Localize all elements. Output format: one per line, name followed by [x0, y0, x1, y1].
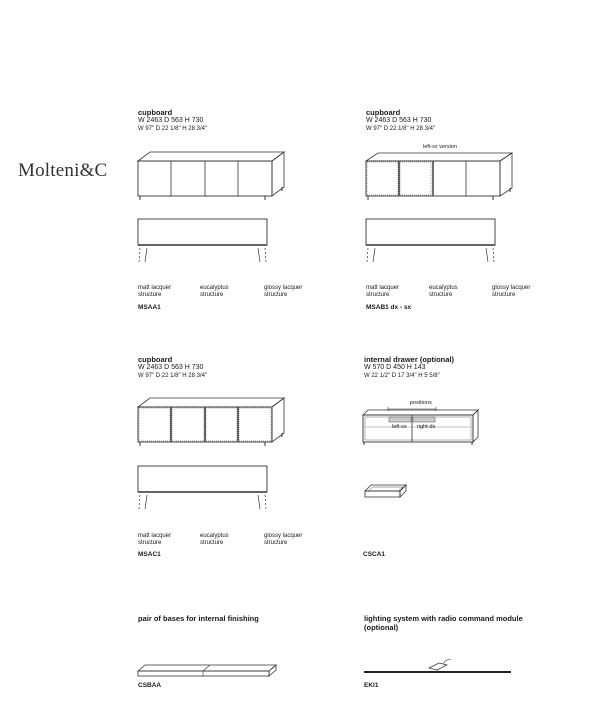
item-code: MSAC1 [138, 551, 161, 558]
item-internal-drawer [364, 355, 454, 380]
item-title: pair of bases for internal finishing [138, 614, 259, 623]
cupboard-front-drawing [137, 396, 287, 448]
item-dimensions-imperial: W 97" D 22 1/8" H 28 3/4" [138, 126, 208, 132]
item-dimensions-metric: W 2463 D 563 H 730 [138, 364, 204, 371]
drawer-drawing [364, 484, 408, 500]
item-cupboard-msab1 [366, 108, 435, 133]
version-note: left-sx version [423, 144, 457, 150]
item-code: MSAA1 [138, 304, 161, 311]
item-code: MSAB1 dx - sx [366, 304, 412, 311]
item-dimensions-metric: W 2463 D 563 H 730 [138, 117, 204, 124]
item-title: lighting system with radio command module [364, 614, 523, 623]
item-title: internal drawer (optional) [364, 355, 455, 364]
lighting-drawing [363, 655, 513, 677]
brand-logo: Molteni&C [18, 160, 108, 181]
cupboard-front-drawing [365, 152, 515, 202]
finish-label: eucalyptus structure [200, 285, 229, 298]
cupboard-top-view [137, 465, 269, 511]
bases-drawing [137, 664, 279, 678]
item-title: cupboard [138, 355, 173, 364]
finish-label: glossy lacquer structure [264, 533, 303, 546]
finish-label: matt lacquer structure [138, 285, 172, 298]
item-code: CSBAA [138, 682, 162, 689]
item-dimensions-metric: W 570 D 450 H 143 [364, 364, 426, 371]
item-lighting-system [364, 614, 523, 632]
item-title: cupboard [366, 108, 401, 117]
finish-label: eucalyptus structure [429, 285, 458, 298]
item-dimensions-imperial: W 97" D 22 1/8" H 28 3/4" [366, 126, 436, 132]
item-dimensions-metric: W 2463 D 563 H 730 [366, 117, 432, 124]
item-title-line2: (optional) [364, 623, 399, 632]
cupboard-front-drawing [137, 150, 287, 202]
right-position-label: right-dx [417, 424, 436, 430]
cupboard-top-view [365, 218, 497, 264]
finish-label: glossy lacquer structure [264, 285, 303, 298]
item-code: CSCA1 [363, 551, 386, 558]
item-dimensions-imperial: W 97" D 22 1/8" H 28 3/4" [138, 373, 208, 379]
finish-label: glossy lacquer structure [492, 285, 531, 298]
finish-label: matt lacquer structure [366, 285, 400, 298]
item-cupboard-msaa1 [138, 108, 207, 133]
finish-label: matt lacquer structure [138, 533, 172, 546]
cupboard-top-view [137, 218, 269, 264]
item-code: EKI1 [364, 682, 379, 689]
left-position-label: left-sx [392, 424, 407, 430]
item-title: cupboard [138, 108, 173, 117]
item-dimensions-imperial: W 22 1/2" D 17 3/4" H 5 5/8" [364, 373, 440, 379]
positions-label: positions [410, 400, 432, 406]
item-cupboard-msac1 [138, 355, 207, 380]
finish-label: eucalyptus structure [200, 533, 229, 546]
